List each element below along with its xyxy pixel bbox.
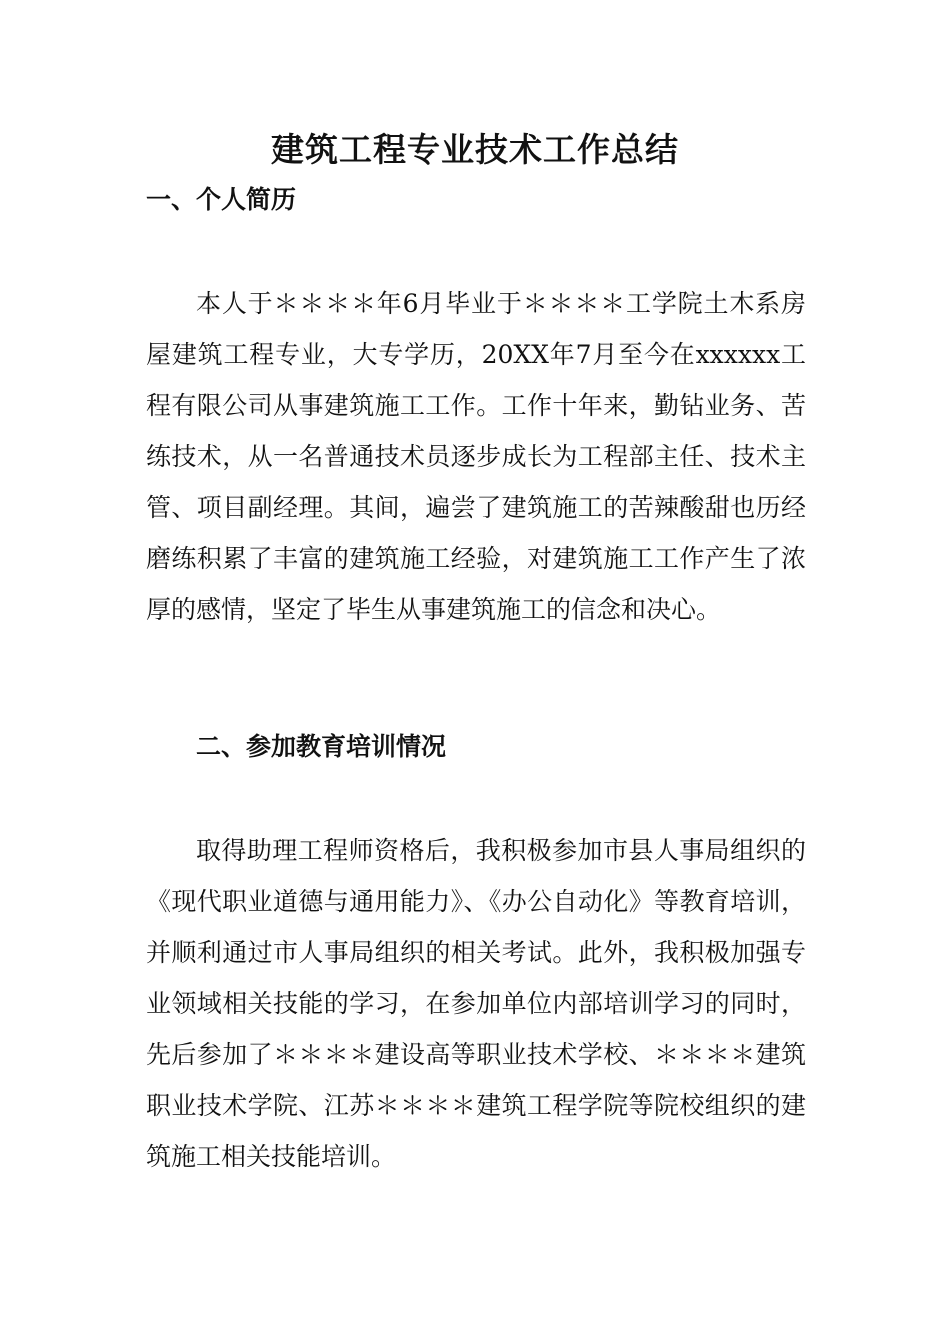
section-heading-training: 二、参加教育培训情况: [196, 732, 447, 761]
section-paragraph-training: 取得助理工程师资格后，我积极参加市县人事局组织的《现代职业道德与通用能力》、《办公自动化》等教育培训，并顺利通过市人事局组织的相关考试。此外，我积极加强专业领域相关技能的学习，在参加单位内部培训学习的同时，先后参加了＊＊＊＊建设高等职业技术学校、＊＊＊＊建筑职业技术学院、江苏＊＊＊＊建筑工程学院等院校组织的建筑施工相关技能培训。: [146, 836, 806, 1171]
section-paragraph-resume: 本人于＊＊＊＊年6月毕业于＊＊＊＊工学院土木系房屋建筑工程专业，大专学历，20XX年7月至今在xxxxxx工程有限公司从事建筑施工工作。工作十年来，勤钻业务、苦练技术，从一名普通技术员逐步成长为工程部主任、技术主管、项目副经理。其间，遍尝了建筑施工的苦辣酸甜也历经磨练积累了丰富的建筑施工经验，对建筑施工工作产生了浓厚的感情，坚定了毕生从事建筑施工的信念和决心。: [146, 289, 806, 624]
section-heading-resume: 一、个人简历: [146, 185, 297, 214]
document-title: 建筑工程专业技术工作总结: [271, 130, 679, 169]
